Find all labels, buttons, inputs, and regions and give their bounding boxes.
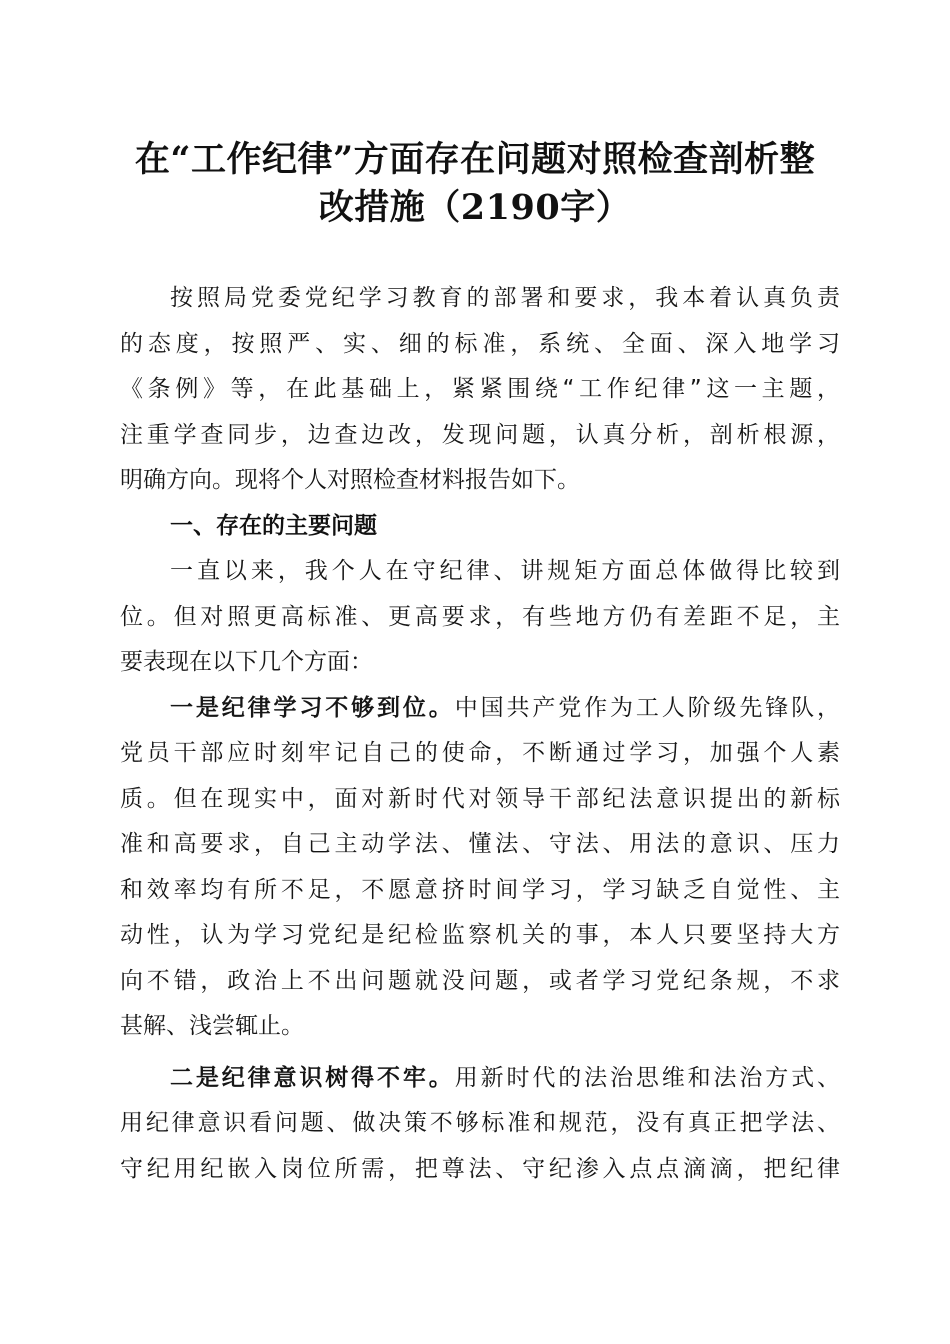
point1-line: 质。但在现实中，面对新时代对领导干部纪法意识提出的新标 [120,785,840,812]
intro-line: 的态度，按照严、实、细的标准，系统、全面、深入地学习 [120,330,840,357]
summary-line: 位。但对照更高标准、更高要求，有些地方仍有差距不足，主 [120,603,840,630]
point1-line: 向不错，政治上不出问题就没问题，或者学习党纪条规，不求 [120,967,840,994]
intro-line: 《条例》等，在此基础上，紧紧围绕“工作纪律”这一主题， [120,376,840,402]
intro-line: 注重学查同步，边查边改，发现问题，认真分析，剖析根源， [120,421,840,448]
point1-line: 和效率均有所不足，不愿意挤时间学习，学习缺乏自觉性、主 [120,876,840,903]
point1-lead: 一是纪律学习不够到位。 [170,694,455,721]
point1-line: 甚解、浅尝辄止。 [120,1013,304,1039]
point1-line: 党员干部应时刻牢记自己的使命，不断通过学习，加强个人素 [120,740,840,766]
point2-first-line [120,1056,840,1102]
intro-line: 按照局党委党纪学习教育的部署和要求，我本着认真负责 [170,285,840,311]
point1-first-line [120,686,840,732]
summary-line: 要表现在以下几个方面： [120,649,373,675]
point2-lead: 二是纪律意识树得不牢。 [170,1064,455,1091]
title-line-2: 改措施（2190字） [318,187,632,228]
intro-line: 明确方向。现将个人对照检查材料报告如下。 [120,467,580,493]
point2-first-rest: 用新时代的法治思维和法治方式、 [454,1064,841,1091]
point1-line: 准和高要求，自己主动学法、懂法、守法、用法的意识、压力 [120,831,840,857]
point2-line: 用纪律意识看问题、做决策不够标准和规范，没有真正把学法、 [120,1110,840,1136]
point2-line: 守纪用纪嵌入岗位所需，把尊法、守纪渗入点点滴滴，把纪律 [120,1155,840,1182]
point1-line: 动性，认为学习党纪是纪检监察机关的事，本人只要坚持大方 [120,922,840,948]
point1-first-rest: 中国共产党作为工人阶级先锋队， [454,694,841,721]
section-heading: 一、存在的主要问题 [170,512,377,539]
document-title [100,136,850,232]
document-body [120,276,840,1192]
title-line-1: 在“工作纪律”方面存在问题对照检查剖析整 [134,139,816,180]
summary-line: 一直以来，我个人在守纪律、讲规矩方面总体做得比较到 [170,558,840,584]
